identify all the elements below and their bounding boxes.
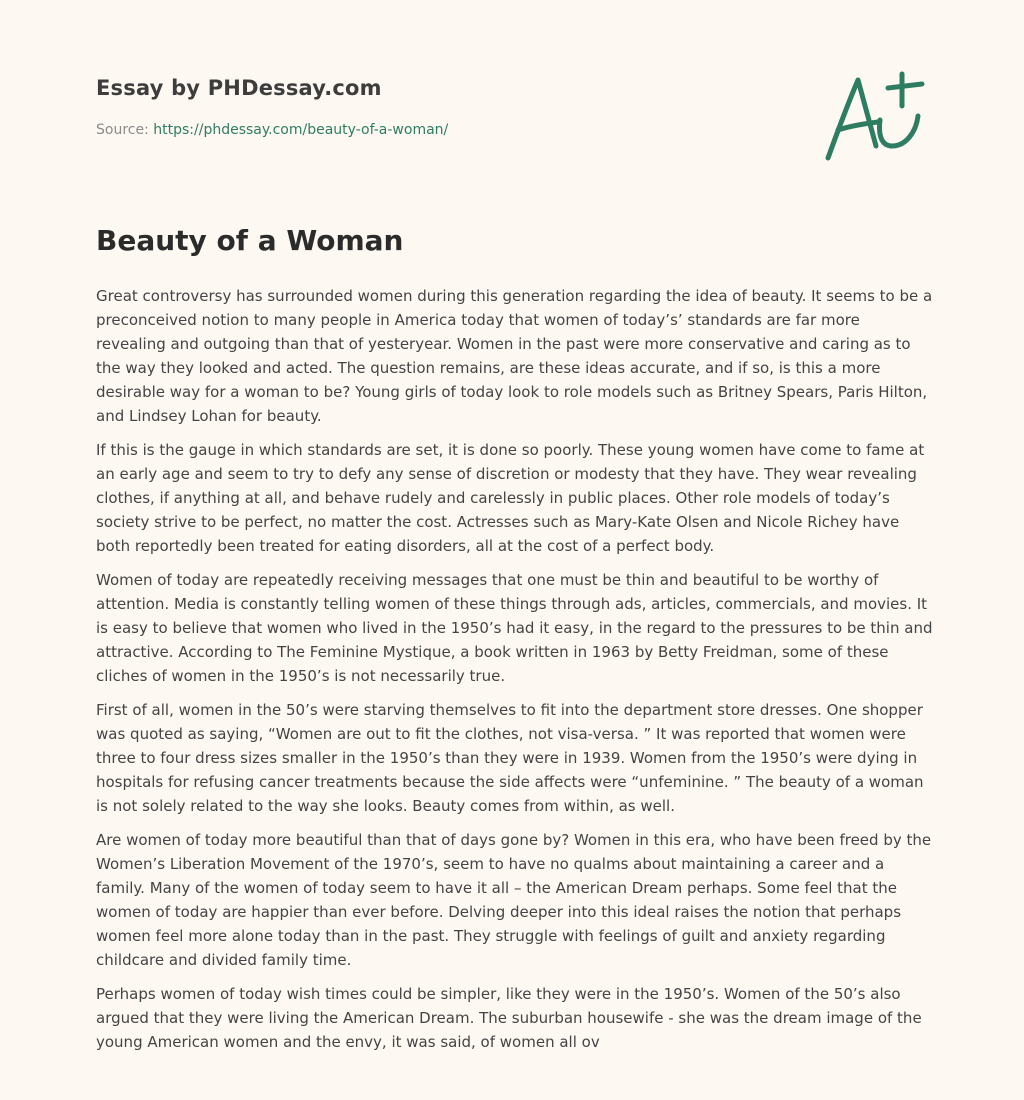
brand-title: Essay by PHDessay.com — [96, 76, 382, 100]
paragraph: Are women of today more beautiful than that of days gone by? Women in this era, who have been freed by the Women’s Liberation Movement of the 1970’s, seem to have no qualms about maintaining a career and a family. Many of the women of today seem to have it all – the American Dream perhaps. Some feel that the women of today are happier than ever before. Delving deeper into this ideal raises the notion that perhaps women feel more alone today than in the past. They struggle with feelings of guilt and anxiety regarding childcare and divided family time. — [96, 831, 932, 969]
paragraph: Women of today are repeatedly receiving messages that one must be thin and beautiful to be worthy of attention. Media is constantly telling women of these things through ads, articles, commercials, and movies. It is easy to believe that women who lived in the 1950’s had it easy, in the regard to the pressures to be thin and attractive. According to The Feminine Mystique, a book written in 1963 by Betty Freidman, some of these cliches of women in the 1950’s is not necessarily true. — [96, 571, 933, 685]
source-link[interactable]: https://phdessay.com/beauty-of-a-woman/ — [153, 122, 449, 138]
paragraph: Great controversy has surrounded women during this generation regarding the idea of beauty. It seems to be a preconceived notion to many people in America today that women of today’s’ standards are far more revealing and outgoing than that of yesteryear. Women in the past were more conservative and caring as to the way they looked and acted. The question remains, are these ideas accurate, and if so, is this a more desirable way for a woman to be? Young girls of today look to role models such as Britney Spears, Paris Hilton, and Lindsey Lohan for beauty. — [96, 287, 933, 425]
paragraph: If this is the gauge in which standards are set, it is done so poorly. These young women have come to fame at an early age and seem to try to defy any sense of discretion or modesty that they have. They wear revealing clothes, if anything at all, and behave rudely and carelessly in public places. Other role models of today’s society strive to be perfect, no matter the cost. Actresses such as Mary-Kate Olsen and Nicole Richey have both reportedly been treated for eating disorders, all at the cost of a perfect body. — [96, 441, 925, 555]
essay-title: Beauty of a Woman — [96, 224, 404, 257]
source-label: Source: — [96, 122, 149, 138]
paragraph: Perhaps women of today wish times could be simpler, like they were in the 1950’s. Women of the 50’s also argued that they were living the American Dream. The suburban housewife - she was the dream image of the young American women and the envy, it was said, of women all ov — [96, 985, 922, 1051]
a-plus-grade-icon — [818, 66, 930, 166]
paragraph: First of all, women in the 50’s were starving themselves to fit into the department store dresses. One shopper was quoted as saying, “Women are out to fit the clothes, not visa-versa. ” It was reported that women were three to four dress sizes smaller in the 1950’s than they were in 1939. Women from the 1950’s were dying in hospitals for refusing cancer treatments because the side affects were “unfeminine. ” The beauty of a woman is not solely related to the way she looks. Beauty comes from within, as well. — [96, 701, 924, 815]
header — [96, 76, 448, 138]
essay-body — [96, 284, 934, 1064]
source-line — [96, 122, 448, 138]
